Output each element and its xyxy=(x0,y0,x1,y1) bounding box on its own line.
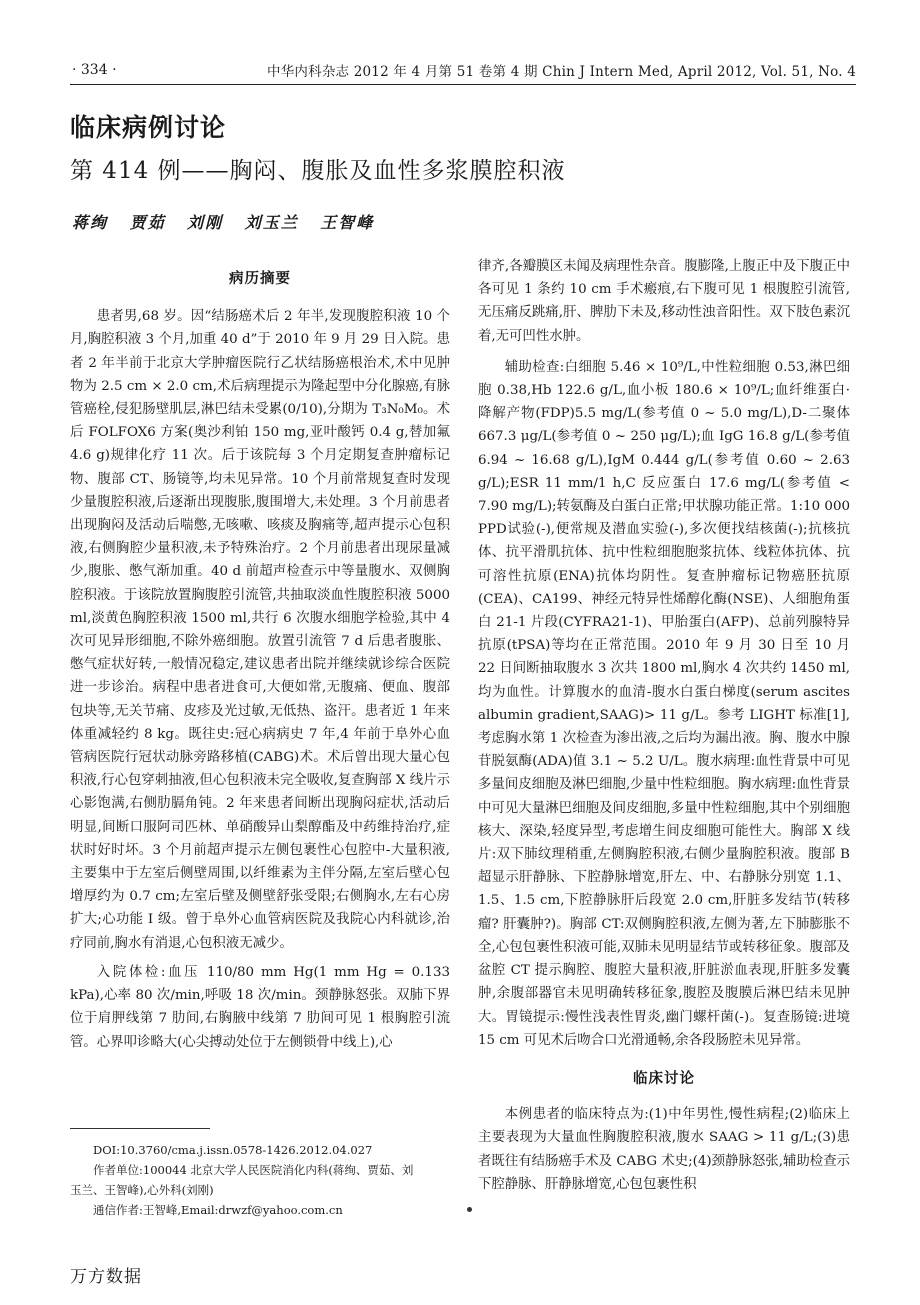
footnotes xyxy=(70,1140,450,1220)
footnote-rule xyxy=(70,1128,210,1129)
author-list: 蒋绚 贾茹 刘刚 刘玉兰 王智峰 xyxy=(72,213,375,232)
affiliation-line: 作者单位:100044 北京大学人民医院消化内科(蒋绚、贾茹、刘 xyxy=(93,1163,414,1177)
header-rule xyxy=(70,84,856,85)
doi-line: DOI:10.3760/cma.j.issn.0578-1426.2012.04.027 xyxy=(93,1143,373,1157)
affiliation-line-continued: 玉兰、王智峰),心外科(刘刚) xyxy=(70,1183,214,1197)
discussion-heading: 临床讨论 xyxy=(633,1070,695,1087)
lab-tests-paragraph: 辅助检查:白细胞 5.46 × 10⁹/L,中性粒细胞 0.53,淋巴细胞 0.38,Hb 122.6 g/L,血小板 180.6 × 10⁹/L;血纤维蛋白·降解产物(FDP)5.5 mg/L(参考值 0 ~ 5.0 mg/L),D-二聚体 667.3 μg/L(参考值 0 ~ 250 μg/L);血 IgG 16.8 g/L(参考值 6.94 ~ 16.68 g/L),IgM 0.444 g/L(参考值 0.60 ~ 2.63 g/L);ESR 11 mm/1 h,C 反应蛋白 17.6 mg/L(参考值 < 7.90 mg/L);转氨酶及白蛋白正常;甲状腺功能正常。1:10 000 PPD试验(-),便常规及潜血实验(-),多次便找结核菌(-);抗核抗体、抗平滑肌抗体、抗中性粒细胞胞浆抗体、线粒体抗体、抗可溶性抗原(ENA)抗体均阴性。复查肿瘤标记物癌胚抗原(CEA)、CA199、神经元特异性烯醇化酶(NSE)、人细胞角蛋白 21-1 片段(CYFRA21-1)、甲胎蛋白(AFP)、总前列腺特异抗原(tPSA)等均在正常范围。2010 年 9 月 30 日至 10 月 22 日间断抽取腹水 3 次共 1800 ml,胸水 4 次共约 1450 ml,均为血性。计算腹水的血清-腹水白蛋白梯度(serum ascites albumin gradient,SAAG)> 11 g/L。参考 LIGHT 标准[1],考虑胸水第 1 次检查为渗出液,之后均为漏出液。胸、腹水中腺苷脱氨酶(ADA)值 3.1 ~ 5.2 U/L。腹水病理:血性背景中可见多量间皮细胞及淋巴细胞,少量中性粒细胞。胸水病理:血性背景中可见大量淋巴细胞及间皮细胞,多量中性粒细胞,其中个别细胞核大、深染,轻度异型,考虑增生间皮细胞可能性大。胸部 X 线片:双下肺纹理稍重,左侧胸腔积液,右侧少量胸腔积液。腹部 B 超显示肝静脉、下腔静脉增宽,肝左、中、右静脉分别宽 1.1、1.5、1.5 cm,下腔静脉肝后段宽 2.0 cm,肝脏多发结节(转移瘤? 肝囊肿?)。胸部 CT:双侧胸腔积液,左侧为著,左下肺膨胀不全,心包包裹性积液可能,双肺未见明显结节或转移征象。腹部及盆腔 CT 提示胸腔、腹腔大量积液,肝脏淤血表现,肝脏多发囊肿,余腹部器官未见明确转移征象,腹腔及腹膜后淋巴结未见肿大。胃镜提示:慢性浅表性胃炎,幽门螺杆菌(-)。复查肠镜:进境 15 cm 可见术后吻合口光滑通畅,余各段肠腔未见异常。 xyxy=(478,359,850,1048)
page-number: · 334 · xyxy=(72,62,117,78)
section-label: 临床病例讨论 xyxy=(70,113,227,142)
discussion-paragraph: 本例患者的临床特点为:(1)中年男性,慢性病程;(2)临床上主要表现为大量血性胸腹腔积液,腹水 SAAG > 11 g/L;(3)患者既往有结肠癌手术及 CABG 术史;(4)颈静脉怒张,辅助检查示下腔静脉、肝静脉增宽,心包包裹性积 xyxy=(478,1107,850,1192)
left-column xyxy=(70,268,450,1054)
wanfang-watermark: 万方数据 xyxy=(70,1267,142,1287)
journal-citation: 中华内科杂志 2012 年 4 月第 51 卷第 4 期 Chin J Intern Med, April 2012, Vol. 51, No. 4 xyxy=(267,64,856,80)
article-title: 第 414 例——胸闷、腹胀及血性多浆膜腔积液 xyxy=(70,158,566,184)
corresponding-author-line: 通信作者:王智峰,Email:drwzf@yahoo.com.cn xyxy=(93,1203,343,1217)
abstract-heading: 病历摘要 xyxy=(229,271,291,287)
physical-exam-paragraph: 入院体检:血压 110/80 mm Hg(1 mm Hg = 0.133 kPa),心率 80 次/min,呼吸 18 次/min。颈静脉怒张。双肺下界位于肩胛线第 7 肋间,右胸腋中线第 7 肋间可见 1 根胸腔引流管。心界叩诊略大(心尖搏动处位于左侧锁骨中线上),心 xyxy=(70,964,450,1050)
margin-dot xyxy=(467,1207,472,1212)
page-header xyxy=(0,0,920,96)
right-column xyxy=(478,255,850,1196)
exam-continuation-paragraph: 律齐,各瓣膜区未闻及病理性杂音。腹膨隆,上腹正中及下腹正中各可见 1 条约 10 cm 手术瘢痕,右下腹可见 1 根腹腔引流管,无压痛反跳痛,肝、脾肋下未及,移动性浊音阳性。双下肢色素沉着,无可凹性水肿。 xyxy=(478,259,850,344)
case-history-paragraph: 患者男,68 岁。因“结肠癌术后 2 年半,发现腹腔积液 10 个月,胸腔积液 3 个月,加重 40 d”于 2010 年 9 月 29 日入院。患者 2 年半前于北京大学肿瘤医院行乙状结肠癌根治术,术中见肿物为 2.5 cm × 2.0 cm,术后病理提示为隆起型中分化腺癌,有脉管癌栓,侵犯肠壁肌层,淋巴结未受累(0/10),分期为 T₃N₀M₀。术后 FOLFOX6 方案(奥沙利铂 150 mg,亚叶酸钙 0.4 g,替加氟 4.6 g)规律化疗 11 次。后于该院每 3 个月定期复查肿瘤标记物、腹部 CT、肠镜等,均未见异常。10 个月前常规复查时发现少量腹腔积液,后逐渐出现腹胀,腹围增大,未处理。3 个月前患者出现胸闷及活动后喘憋,无咳嗽、咳痰及胸痛等,超声提示心包积液,右侧胸腔少量积液,未予特殊治疗。2 个月前患者出现尿量减少,腹胀、憋气渐加重。40 d 前超声检查示中等量腹水、双侧胸腔积液。于该院放置胸腹腔引流管,共抽取淡血性腹腔积液 5000 ml,淡黄色胸腔积液 1500 ml,共行 6 次腹水细胞学检验,其中 4 次可见异形细胞,不除外癌细胞。放置引流管 7 d 后患者腹胀、憋气症状好转,一般情况稳定,建议患者出院并继续就诊综合医院进一步诊治。病程中患者进食可,大便如常,无腹痛、便血、腹部包块等,无关节痛、皮疹及光过敏,无低热、盗汗。患者近 1 年来体重减轻约 8 kg。既往史:冠心病病史 7 年,4 年前于阜外心血管病医院行冠状动脉旁路移植(CABG)术。术后曾出现大量心包积液,行心包穿刺抽液,但心包积液未完全吸收,复查胸部 X 线片示心影饱满,右侧肋膈角钝。2 年来患者间断出现胸闷症状,活动后明显,间断口服阿司匹林、单硝酸异山梨醇酯及中药维持治疗,症状时好时坏。3 个月前超声提示左侧包裹性心包腔中-大量积液,主要集中于左室后侧壁周围,以纤维素为主伴分隔,左室后壁心包增厚约为 0.7 cm;左室后壁及侧壁舒张受限;右侧胸水,左右心房扩大;心功能 Ⅰ 级。曾于阜外心血管病医院及我院心内科就诊,治疗同前,胸水有消退,心包积液无减少。 xyxy=(70,309,450,951)
